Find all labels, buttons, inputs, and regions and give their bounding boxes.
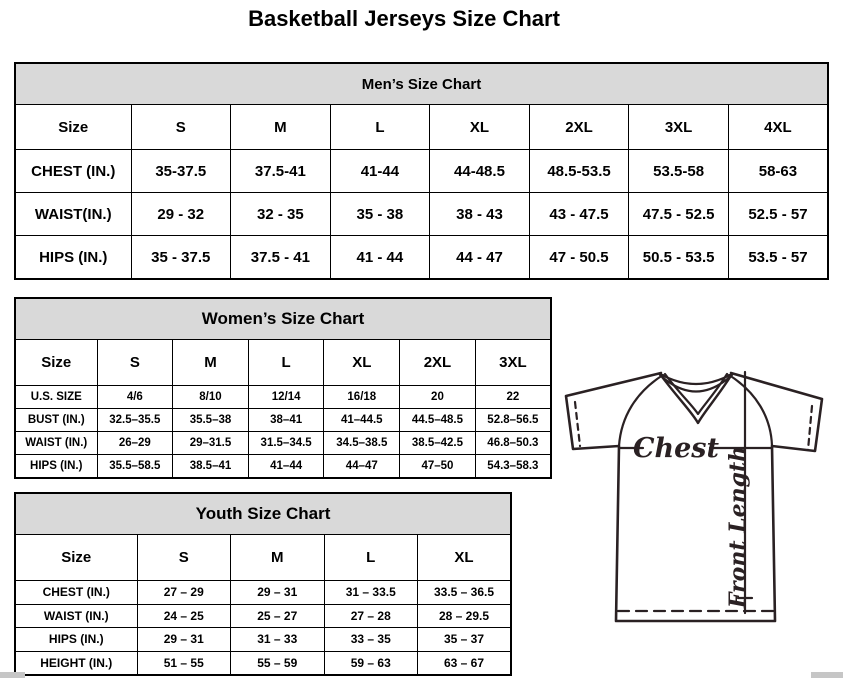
womens-size-table [14,297,552,479]
table-cell: 41–44 [248,455,324,479]
column-header: XL [430,105,530,150]
table-cell: 22 [475,386,551,409]
table-cell: 35 - 38 [330,193,430,236]
table-cell: 27 – 29 [137,581,231,605]
table-cell: 54.3–58.3 [475,455,551,479]
table-cell: 16/18 [324,386,400,409]
table-header-row [15,105,828,150]
table-cell: 41 - 44 [330,236,430,280]
column-header: M [231,535,325,581]
row-label: HIPS (IN.) [15,628,137,652]
column-header: M [231,105,331,150]
table-cell: 33.5 – 36.5 [418,581,512,605]
table-row [15,236,828,280]
table-cell: 29 – 31 [231,581,325,605]
table-cell: 55 – 59 [231,651,325,675]
table-cell: 47 - 50.5 [529,236,629,280]
table-cell: 44–47 [324,455,400,479]
column-header: L [248,340,324,386]
row-label: HIPS (IN.) [15,236,131,280]
table-cell: 63 – 67 [418,651,512,675]
table-cell: 24 – 25 [137,604,231,628]
horizontal-scrollbar-button[interactable] [811,672,843,678]
table-cell: 35-37.5 [131,150,231,193]
table-cell: 32.5–35.5 [97,409,173,432]
row-label: WAIST (IN.) [15,604,137,628]
table-cell: 41–44.5 [324,409,400,432]
table-row [15,150,828,193]
column-header: L [330,105,430,150]
table-cell: 32 - 35 [231,193,331,236]
jersey-left-cuff-dashes [575,402,580,446]
column-header: Size [15,535,137,581]
front-length-label: Front Length [725,445,751,609]
table-cell: 28 – 29.5 [418,604,512,628]
table-title-row [15,493,511,535]
table-header-row [15,340,551,386]
table-cell: 4/6 [97,386,173,409]
row-label: WAIST (IN.) [15,432,97,455]
table-cell: 37.5 - 41 [231,236,331,280]
table-cell: 50.5 - 53.5 [629,236,729,280]
table-row [15,455,551,479]
table-title-row [15,63,828,105]
table-cell: 29–31.5 [173,432,249,455]
youth-table-title: Youth Size Chart [15,493,511,535]
row-label: HEIGHT (IN.) [15,651,137,675]
table-cell: 35 - 37.5 [131,236,231,280]
table-cell: 31.5–34.5 [248,432,324,455]
column-header: S [97,340,173,386]
table-cell: 46.8–50.3 [475,432,551,455]
row-label: BUST (IN.) [15,409,97,432]
table-cell: 53.5-58 [629,150,729,193]
jersey-right-seam [729,375,772,446]
table-row [15,628,511,652]
column-header: 4XL [728,105,828,150]
column-header: XL [418,535,512,581]
page-title: Basketball Jerseys Size Chart [248,6,560,31]
table-cell: 27 – 28 [324,604,418,628]
table-cell: 8/10 [173,386,249,409]
row-label: CHEST (IN.) [15,150,131,193]
table-cell: 59 – 63 [324,651,418,675]
column-header: L [324,535,418,581]
table-cell: 12/14 [248,386,324,409]
table-cell: 38–41 [248,409,324,432]
table-cell: 53.5 - 57 [728,236,828,280]
column-header: 3XL [475,340,551,386]
table-cell: 44-48.5 [430,150,530,193]
table-cell: 34.5–38.5 [324,432,400,455]
table-cell: 20 [400,386,476,409]
table-cell: 44 - 47 [430,236,530,280]
table-cell: 43 - 47.5 [529,193,629,236]
mens-table-title: Men’s Size Chart [15,63,828,105]
table-cell: 38.5–42.5 [400,432,476,455]
table-cell: 26–29 [97,432,173,455]
table-row [15,432,551,455]
table-cell: 51 – 55 [137,651,231,675]
table-cell: 52.8–56.5 [475,409,551,432]
table-cell: 35.5–38 [173,409,249,432]
womens-table-title: Women’s Size Chart [15,298,551,340]
table-cell: 47–50 [400,455,476,479]
table-cell: 41-44 [330,150,430,193]
table-cell: 25 – 27 [231,604,325,628]
jersey-right-cuff-dashes [808,406,812,450]
table-cell: 47.5 - 52.5 [629,193,729,236]
table-row [15,651,511,675]
youth-size-table [14,492,512,676]
table-cell: 29 - 32 [131,193,231,236]
horizontal-scrollbar-thumb[interactable] [0,672,25,678]
table-row [15,604,511,628]
table-cell: 33 – 35 [324,628,418,652]
column-header: Size [15,105,131,150]
table-row [15,193,828,236]
column-header: Size [15,340,97,386]
table-cell: 44.5–48.5 [400,409,476,432]
table-cell: 35 – 37 [418,628,512,652]
table-cell: 31 – 33.5 [324,581,418,605]
table-header-row [15,535,511,581]
chest-label: Chest [633,433,719,464]
row-label: HIPS (IN.) [15,455,97,479]
table-row [15,386,551,409]
table-cell: 52.5 - 57 [728,193,828,236]
table-cell: 48.5-53.5 [529,150,629,193]
row-label: WAIST(IN.) [15,193,131,236]
jersey-measurement-diagram [556,362,843,672]
table-cell: 35.5–58.5 [97,455,173,479]
mens-size-table [14,62,829,280]
table-row [15,581,511,605]
column-header: 3XL [629,105,729,150]
table-row [15,409,551,432]
column-header: S [137,535,231,581]
column-header: XL [324,340,400,386]
table-cell: 31 – 33 [231,628,325,652]
table-cell: 58-63 [728,150,828,193]
table-cell: 37.5-41 [231,150,331,193]
column-header: S [131,105,231,150]
row-label: U.S. SIZE [15,386,97,409]
table-cell: 38 - 43 [430,193,530,236]
table-cell: 38.5–41 [173,455,249,479]
column-header: 2XL [529,105,629,150]
table-cell: 29 – 31 [137,628,231,652]
column-header: 2XL [400,340,476,386]
column-header: M [173,340,249,386]
table-title-row [15,298,551,340]
row-label: CHEST (IN.) [15,581,137,605]
